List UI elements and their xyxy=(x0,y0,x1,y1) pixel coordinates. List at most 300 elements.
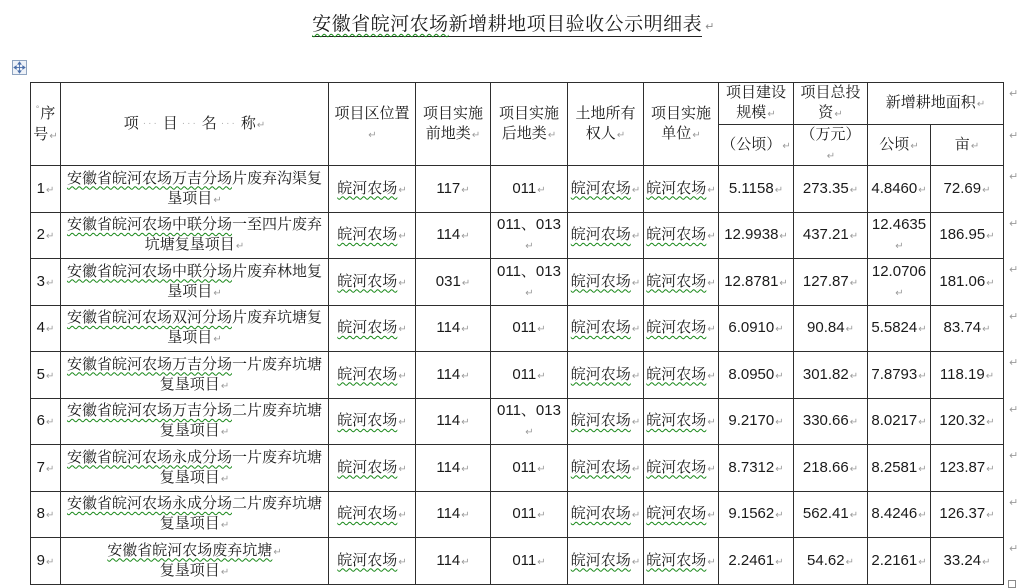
header-investment-unit: （万元）↵ xyxy=(794,124,868,166)
cell-unit xyxy=(644,352,719,399)
cell-area-mu: 123.87↵ xyxy=(931,445,1004,492)
table-row xyxy=(31,305,1004,352)
location-text: 皖河农场 xyxy=(337,458,398,476)
cell-area-mu: 83.74↵ xyxy=(931,305,1004,352)
cell-land-before: 114↵ xyxy=(416,445,491,492)
table-resize-handle-icon[interactable] xyxy=(1008,580,1016,588)
row-end-mark: ↵ xyxy=(1009,264,1019,276)
owner-text: 皖河农场 xyxy=(570,179,631,197)
cell-end-mark: ↵ xyxy=(525,241,534,253)
table-row xyxy=(31,398,1004,445)
cell-project-name xyxy=(61,398,329,445)
cell-end-mark: ↵ xyxy=(849,231,859,243)
cell-end-mark: ↵ xyxy=(707,463,716,475)
unit-text: 皖河农场 xyxy=(646,505,707,523)
cell-end-mark: ↵ xyxy=(398,231,407,243)
cell-area-ha: 7.8793↵ xyxy=(868,352,931,399)
owner-text: 皖河农场 xyxy=(570,551,631,569)
row-end-mark: ↵ xyxy=(1009,88,1019,100)
cell-end-mark: ↵ xyxy=(398,370,407,382)
table-row xyxy=(31,352,1004,399)
cell-end-mark: ↵ xyxy=(707,510,716,522)
cell-project-name xyxy=(61,538,329,585)
cell-project-name xyxy=(61,212,329,259)
cell-end-mark: ↵ xyxy=(982,556,991,568)
cell-land-before: 031↵ xyxy=(416,259,491,306)
cell-end-mark: ↵ xyxy=(775,510,784,522)
cell-end-mark: ↵ xyxy=(986,510,995,522)
cell-end-mark: ↵ xyxy=(220,566,230,578)
owner-text: 皖河农场 xyxy=(570,412,631,430)
cell-end-mark: ↵ xyxy=(631,463,641,475)
cell-end-mark: ↵ xyxy=(845,556,854,568)
cell-scale: 9.2170↵ xyxy=(719,398,794,445)
cell-location xyxy=(329,491,416,538)
row-end-mark: ↵ xyxy=(1009,404,1019,416)
cell-end-mark: ↵ xyxy=(273,546,282,558)
cell-owner xyxy=(568,491,644,538)
cell-end-mark: ↵ xyxy=(692,130,701,141)
name-rest-segment: 片废弃沟渠复垦项目 xyxy=(167,169,323,207)
cell-project-name xyxy=(61,305,329,352)
table-row xyxy=(31,445,1004,492)
cell-end-mark: ↵ xyxy=(918,370,927,382)
cell-end-mark: ↵ xyxy=(986,463,995,475)
cell-land-before: 114↵ xyxy=(416,212,491,259)
cell-end-mark: ↵ xyxy=(45,417,55,429)
cell-project-name xyxy=(61,259,329,306)
cell-investment: 218.66↵ xyxy=(794,445,868,492)
cell-investment: 330.66↵ xyxy=(794,398,868,445)
cell-end-mark: ↵ xyxy=(918,463,927,475)
cell-end-mark: ↵ xyxy=(471,130,481,141)
cell-unit xyxy=(644,491,719,538)
cell-scale: 2.2461↵ xyxy=(719,538,794,585)
name-wavy-segment: 安徽省皖河农场万吉分场 xyxy=(66,355,232,373)
cell-end-mark: ↵ xyxy=(525,287,534,299)
cell-no: 3↵ xyxy=(31,259,61,306)
cell-land-after: 011↵ xyxy=(491,305,568,352)
cell-land-before: 117↵ xyxy=(416,166,491,213)
cell-end-mark: ↵ xyxy=(461,184,470,196)
cell-end-mark: ↵ xyxy=(631,324,641,336)
cell-end-mark: ↵ xyxy=(461,277,471,289)
cell-end-mark: ↵ xyxy=(398,556,407,568)
cell-end-mark: ↵ xyxy=(775,324,784,336)
cell-unit xyxy=(644,445,719,492)
cell-area-mu: 126.37↵ xyxy=(931,491,1004,538)
cell-area-ha: 5.5824↵ xyxy=(868,305,931,352)
cell-end-mark: ↵ xyxy=(537,463,546,475)
table-row xyxy=(31,538,1004,585)
name-rest-segment: 二片废弃坑塘复垦项目 xyxy=(159,495,323,533)
owner-text: 皖河农场 xyxy=(570,226,631,244)
cell-area-mu: 72.69↵ xyxy=(931,166,1004,213)
cell-end-mark: ↵ xyxy=(45,510,55,522)
unit-text: 皖河农场 xyxy=(646,412,707,430)
header-scale-unit: （公顷）↵ xyxy=(719,124,794,166)
cell-end-mark: ↵ xyxy=(235,241,245,253)
unit-text: 皖河农场 xyxy=(646,179,707,197)
cell-end-mark: ↵ xyxy=(45,324,55,336)
cell-end-mark: ↵ xyxy=(525,427,534,439)
cell-owner xyxy=(568,259,644,306)
name-rest-segment: 二片废弃坑塘复垦项目 xyxy=(159,402,323,440)
projects-table xyxy=(30,82,1004,585)
cell-no: 7↵ xyxy=(31,445,61,492)
cell-owner xyxy=(568,445,644,492)
cell-scale: 6.0910↵ xyxy=(719,305,794,352)
cell-end-mark: ↵ xyxy=(775,370,784,382)
cell-end-mark: ↵ xyxy=(461,231,470,243)
location-text: 皖河农场 xyxy=(337,226,398,244)
cell-end-mark: ↵ xyxy=(461,556,470,568)
table-row xyxy=(31,259,1004,306)
cell-end-mark: ↵ xyxy=(775,463,784,475)
cell-project-name xyxy=(61,166,329,213)
cell-land-before: 114↵ xyxy=(416,352,491,399)
cell-end-mark: ↵ xyxy=(849,370,859,382)
cell-end-mark: ↵ xyxy=(220,427,230,439)
paragraph-mark: ↵ xyxy=(705,21,715,33)
unit-text: 皖河农场 xyxy=(646,458,707,476)
cell-end-mark: ↵ xyxy=(982,184,991,196)
cell-end-mark: ↵ xyxy=(398,324,407,336)
cell-investment: 301.82↵ xyxy=(794,352,868,399)
cell-end-mark: ↵ xyxy=(895,241,904,253)
cell-end-mark: ↵ xyxy=(537,556,546,568)
cell-area-ha: 4.8460↵ xyxy=(868,166,931,213)
cell-owner xyxy=(568,212,644,259)
cell-area-ha: 8.0217↵ xyxy=(868,398,931,445)
cell-land-after: 011↵ xyxy=(491,352,568,399)
cell-end-mark: ↵ xyxy=(256,119,266,131)
owner-text: 皖河农场 xyxy=(570,319,631,337)
location-text: 皖河农场 xyxy=(337,365,398,383)
cell-area-ha: 8.2581↵ xyxy=(868,445,931,492)
four-arrows-icon xyxy=(14,62,25,73)
cell-end-mark: ↵ xyxy=(45,463,55,475)
cell-end-mark: ↵ xyxy=(849,184,859,196)
cell-end-mark: ↵ xyxy=(918,324,927,336)
cell-end-mark: ↵ xyxy=(707,556,716,568)
cell-land-before: 114↵ xyxy=(416,538,491,585)
cell-owner xyxy=(568,166,644,213)
cell-end-mark: ↵ xyxy=(631,370,641,382)
cell-end-mark: ↵ xyxy=(849,417,859,429)
cell-area-mu: 118.19↵ xyxy=(931,352,1004,399)
cell-area-mu: 33.24↵ xyxy=(931,538,1004,585)
cell-end-mark: ↵ xyxy=(616,130,626,141)
cell-no: 4↵ xyxy=(31,305,61,352)
cell-end-mark: ↵ xyxy=(45,370,55,382)
header-owner: 土地所有权人↵ xyxy=(568,83,644,166)
cell-end-mark: ↵ xyxy=(982,324,991,336)
cell-investment: 54.62↵ xyxy=(794,538,868,585)
cell-area-ha: 12.0706↵ xyxy=(868,259,931,306)
cell-area-ha: 8.4246↵ xyxy=(868,491,931,538)
location-text: 皖河农场 xyxy=(337,505,398,523)
cell-area-mu: 120.32↵ xyxy=(931,398,1004,445)
cell-land-before: 114↵ xyxy=(416,398,491,445)
cell-end-mark: ↵ xyxy=(707,277,716,289)
cell-end-mark: ↵ xyxy=(461,370,470,382)
cell-end-mark: ↵ xyxy=(707,370,716,382)
cell-end-mark: ↵ xyxy=(461,417,470,429)
cell-end-mark: ↵ xyxy=(779,231,788,243)
owner-text: 皖河农场 xyxy=(570,272,631,290)
owner-text: 皖河农场 xyxy=(570,365,631,383)
name-rest-segment: 片废弃坑塘复垦项目 xyxy=(167,309,323,347)
cell-scale: 5.1158↵ xyxy=(719,166,794,213)
location-text: 皖河农场 xyxy=(337,551,398,569)
cell-end-mark: ↵ xyxy=(782,140,791,152)
cell-end-mark: ↵ xyxy=(45,184,55,196)
cell-end-mark: ↵ xyxy=(398,510,407,522)
header-new-area: 新增耕地面积↵ xyxy=(868,83,1004,125)
cell-end-mark: ↵ xyxy=(213,194,222,206)
cell-project-name xyxy=(61,445,329,492)
cell-end-mark: ↵ xyxy=(849,463,859,475)
cell-end-mark: ↵ xyxy=(985,370,995,382)
header-no: °序号↵ xyxy=(31,83,61,166)
space-marks: ··· xyxy=(220,118,237,130)
cell-end-mark: ↵ xyxy=(45,277,55,289)
cell-scale: 12.8781↵ xyxy=(719,259,794,306)
space-marks: ··· xyxy=(181,118,198,130)
cell-land-after: 011、013↵ xyxy=(491,259,568,306)
cell-end-mark: ↵ xyxy=(45,231,55,243)
cell-end-mark: ↵ xyxy=(845,324,854,336)
cell-land-after: 011↵ xyxy=(491,491,568,538)
unit-text: 皖河农场 xyxy=(646,319,707,337)
cell-end-mark: ↵ xyxy=(213,287,222,299)
name-rest-segment: 一至四片废弃坑塘复垦项目 xyxy=(144,216,323,254)
cell-scale: 12.9938↵ xyxy=(719,212,794,259)
cell-end-mark: ↵ xyxy=(49,130,58,142)
table-row xyxy=(31,491,1004,538)
location-text: 皖河农场 xyxy=(337,272,398,290)
name-wavy-segment: 安徽省皖河农场永成分场 xyxy=(66,448,232,466)
cell-end-mark: ↵ xyxy=(547,130,557,141)
header-new-area-mu: 亩↵ xyxy=(931,124,1004,166)
header-unit: 项目实施单位↵ xyxy=(644,83,719,166)
cell-end-mark: ↵ xyxy=(537,184,546,196)
cell-investment: 127.87↵ xyxy=(794,259,868,306)
header-project-name xyxy=(61,83,329,166)
row-end-mark: ↵ xyxy=(1009,311,1019,323)
cell-end-mark: ↵ xyxy=(631,510,641,522)
header-new-area-ha: 公顷↵ xyxy=(868,124,931,166)
location-text: 皖河农场 xyxy=(337,179,398,197)
table-row xyxy=(31,166,1004,213)
title-rest-segment: 新增耕地项目验收公示明细表 xyxy=(448,14,703,35)
cell-end-mark: ↵ xyxy=(986,417,995,429)
cell-no: 8↵ xyxy=(31,491,61,538)
cell-end-mark: ↵ xyxy=(398,184,407,196)
cell-location xyxy=(329,352,416,399)
cell-end-mark: ↵ xyxy=(918,556,927,568)
cell-end-mark: ↵ xyxy=(220,473,230,485)
cell-end-mark: ↵ xyxy=(775,417,784,429)
header-name-char: 称 xyxy=(240,114,256,132)
cell-end-mark: ↵ xyxy=(707,231,716,243)
row-end-mark: ↵ xyxy=(1009,357,1019,369)
table-move-handle-icon[interactable] xyxy=(12,60,27,75)
cell-end-mark: ↵ xyxy=(631,556,641,568)
cell-end-mark: ↵ xyxy=(461,510,470,522)
row-end-mark: ↵ xyxy=(1009,543,1019,555)
cell-end-mark: ↵ xyxy=(779,277,788,289)
cell-owner xyxy=(568,538,644,585)
cell-owner xyxy=(568,352,644,399)
cell-end-mark: ↵ xyxy=(826,150,836,162)
cell-end-mark: ↵ xyxy=(976,99,986,111)
cell-end-mark: ↵ xyxy=(918,417,927,429)
name-wavy-segment: 安徽省皖河农场中联分场 xyxy=(66,262,232,280)
header-scale: 项目建设规模↵ xyxy=(719,83,794,125)
row-end-mark: ↵ xyxy=(1009,497,1019,509)
cell-end-mark: ↵ xyxy=(895,287,904,299)
cell-unit xyxy=(644,166,719,213)
name-wavy-segment: 安徽省皖河农场万吉分场 xyxy=(66,169,232,187)
cell-end-mark: ↵ xyxy=(631,417,641,429)
cell-end-mark: ↵ xyxy=(45,556,55,568)
cell-location xyxy=(329,538,416,585)
cell-location xyxy=(329,259,416,306)
cell-end-mark: ↵ xyxy=(910,140,919,152)
cell-end-mark: ↵ xyxy=(461,463,470,475)
cell-unit xyxy=(644,259,719,306)
cell-scale: 8.7312↵ xyxy=(719,445,794,492)
cell-land-after: 011、013↵ xyxy=(491,398,568,445)
cell-end-mark: ↵ xyxy=(986,277,995,289)
cell-investment: 273.35↵ xyxy=(794,166,868,213)
cell-end-mark: ↵ xyxy=(918,510,927,522)
cell-end-mark: ↵ xyxy=(774,184,784,196)
name-rest-segment: 一片废弃坑塘复垦项目 xyxy=(159,448,323,486)
cell-land-after: 011、013↵ xyxy=(491,212,568,259)
cell-end-mark: ↵ xyxy=(849,277,859,289)
cell-end-mark: ↵ xyxy=(220,380,230,392)
cell-investment: 90.84↵ xyxy=(794,305,868,352)
unit-text: 皖河农场 xyxy=(646,226,707,244)
document-title xyxy=(0,9,1027,36)
cell-end-mark: ↵ xyxy=(220,520,230,532)
row-end-mark: ↵ xyxy=(1009,171,1019,183)
cell-end-mark: ↵ xyxy=(707,324,716,336)
space-marks: ··· xyxy=(142,118,159,130)
cell-end-mark: ↵ xyxy=(707,184,716,196)
cell-end-mark: ↵ xyxy=(537,370,546,382)
name-rest-segment: 片废弃林地复垦项目 xyxy=(167,262,323,300)
header-land-before: 项目实施前地类↵ xyxy=(416,83,491,166)
cell-no: 6↵ xyxy=(31,398,61,445)
cell-investment: 562.41↵ xyxy=(794,491,868,538)
row-end-mark: ↵ xyxy=(1009,450,1019,462)
cell-end-mark: ↵ xyxy=(707,417,716,429)
name-rest-segment: 复垦项目 xyxy=(159,561,220,579)
cell-end-mark: ↵ xyxy=(631,184,641,196)
cell-scale: 9.1562↵ xyxy=(719,491,794,538)
cell-end-mark: ↵ xyxy=(918,184,927,196)
title-wavy-segment: 安徽省皖河农场 xyxy=(312,14,449,35)
header-name-char: 项 xyxy=(123,114,139,132)
name-wavy-segment: 安徽省皖河农场永成分场 xyxy=(66,495,232,512)
cell-no: 2↵ xyxy=(31,212,61,259)
cell-end-mark: ↵ xyxy=(398,463,407,475)
name-wavy-segment: 安徽省皖河农场中联分场 xyxy=(66,216,232,233)
cell-end-mark: ↵ xyxy=(537,324,546,336)
cell-location xyxy=(329,305,416,352)
cell-end-mark: ↵ xyxy=(986,231,995,243)
owner-text: 皖河农场 xyxy=(570,458,631,476)
cell-end-mark: ↵ xyxy=(398,417,407,429)
cell-no: 1↵ xyxy=(31,166,61,213)
location-text: 皖河农场 xyxy=(337,412,398,430)
cell-unit xyxy=(644,212,719,259)
header-name-char: 名 xyxy=(201,114,217,132)
header-location: 项目区位置↵ xyxy=(329,83,416,166)
row-end-mark: ↵ xyxy=(1009,130,1019,142)
anchor-mark: ° xyxy=(35,104,40,115)
cell-end-mark: ↵ xyxy=(767,109,776,121)
cell-end-mark: ↵ xyxy=(631,277,641,289)
cell-investment: 437.21↵ xyxy=(794,212,868,259)
name-wavy-segment: 安徽省皖河农场万吉分场 xyxy=(66,402,232,419)
cell-end-mark: ↵ xyxy=(631,231,641,243)
unit-text: 皖河农场 xyxy=(646,365,707,383)
cell-location xyxy=(329,398,416,445)
cell-end-mark: ↵ xyxy=(398,277,407,289)
owner-text: 皖河农场 xyxy=(570,505,631,523)
cell-project-name xyxy=(61,352,329,399)
header-land-after: 项目实施后地类↵ xyxy=(491,83,568,166)
cell-end-mark: ↵ xyxy=(834,109,843,121)
cell-area-mu: 186.95↵ xyxy=(931,212,1004,259)
cell-land-before: 114↵ xyxy=(416,305,491,352)
unit-text: 皖河农场 xyxy=(646,272,707,290)
cell-scale: 8.0950↵ xyxy=(719,352,794,399)
cell-area-mu: 181.06↵ xyxy=(931,259,1004,306)
cell-owner xyxy=(568,398,644,445)
cell-end-mark: ↵ xyxy=(368,130,377,141)
cell-location xyxy=(329,445,416,492)
header-investment: 项目总投资↵ xyxy=(794,83,868,125)
cell-end-mark: ↵ xyxy=(537,510,546,522)
cell-project-name xyxy=(61,491,329,538)
cell-land-after: 011↵ xyxy=(491,538,568,585)
cell-location xyxy=(329,212,416,259)
cell-land-before: 114↵ xyxy=(416,491,491,538)
cell-area-ha: 2.2161↵ xyxy=(868,538,931,585)
cell-land-after: 011↵ xyxy=(491,445,568,492)
table-container xyxy=(30,82,1030,585)
name-wavy-segment: 安徽省皖河农场废弃坑塘 xyxy=(107,541,273,559)
cell-no: 9↵ xyxy=(31,538,61,585)
header-name-char: 目 xyxy=(162,114,178,132)
unit-text: 皖河农场 xyxy=(646,551,707,569)
cell-no: 5↵ xyxy=(31,352,61,399)
table-row xyxy=(31,212,1004,259)
cell-end-mark: ↵ xyxy=(970,140,980,152)
name-wavy-segment: 安徽省皖河农场双河分场 xyxy=(66,309,232,326)
cell-end-mark: ↵ xyxy=(461,324,470,336)
cell-owner xyxy=(568,305,644,352)
cell-land-after: 011↵ xyxy=(491,166,568,213)
cell-location xyxy=(329,166,416,213)
cell-unit xyxy=(644,538,719,585)
